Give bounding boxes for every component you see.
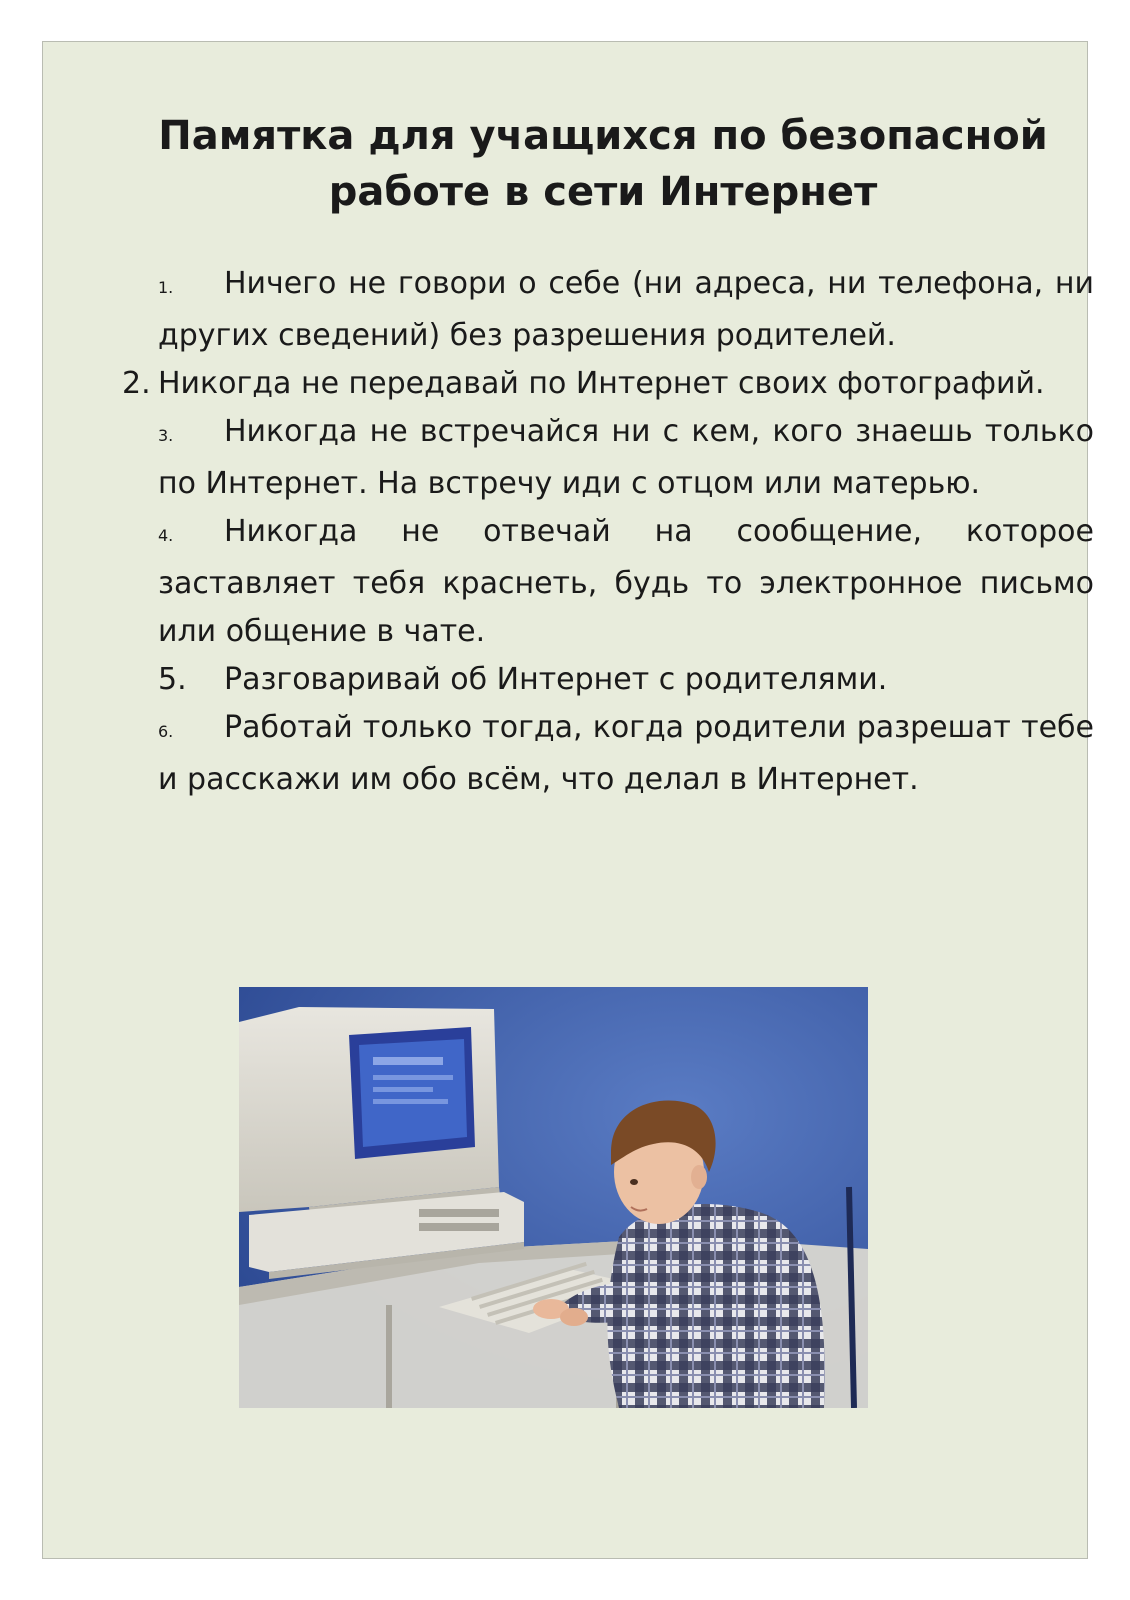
- item-text: Никогда не передавай по Интернет своих фотографий.: [158, 366, 1045, 401]
- document-title: [143, 108, 1063, 220]
- boy-at-computer-photo: [239, 987, 868, 1408]
- list-item: [158, 656, 1094, 704]
- title-line-1: Памятка для учащихся по безопасной: [158, 113, 1048, 159]
- item-number: 4.: [158, 526, 174, 545]
- photo-illustration: [239, 987, 868, 1408]
- item-text: Ничего не говори о себе (ни адреса, ни телефона, ни других сведений) без разрешения родителей.: [158, 266, 1094, 353]
- item-text: Никогда не отвечай на сообщение, которое заставляет тебя краснеть, будь то электронное письмо или общение в чате.: [158, 514, 1094, 649]
- item-number: 6.: [158, 722, 174, 741]
- item-number: 5.: [158, 662, 187, 697]
- document-page: [42, 41, 1094, 1559]
- item-number: 2.: [122, 366, 151, 401]
- title-line-2: работе в сети Интернет: [328, 169, 878, 215]
- item-text: Разговаривай об Интернет с родителями.: [224, 662, 888, 697]
- list-item: [158, 704, 1094, 804]
- list-item: [122, 360, 1094, 408]
- list-item: [158, 260, 1094, 360]
- list-item: [158, 508, 1094, 656]
- item-text: Никогда не встречайся ни с кем, кого знаешь только по Интернет. На встречу иди с отцом или матерью.: [158, 414, 1094, 501]
- item-text: Работай только тогда, когда родители разрешат тебе и расскажи им обо всём, что делал в Интернет.: [158, 710, 1094, 797]
- item-number: 1.: [158, 278, 174, 297]
- list-item: [158, 408, 1094, 508]
- rules-list: [122, 260, 1094, 804]
- item-number: 3.: [158, 426, 174, 445]
